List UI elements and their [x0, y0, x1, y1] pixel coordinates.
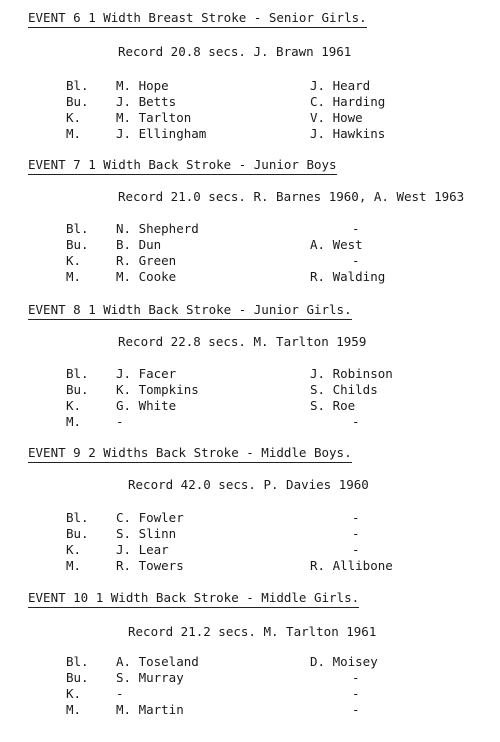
house-label: Bl. [66, 366, 89, 381]
entry-row [0, 94, 500, 110]
entry-row [0, 237, 500, 253]
event-heading: EVENT 7 1 Width Back Stroke - Junior Boys [28, 157, 337, 175]
event-record: Record 42.0 secs. P. Davies 1960 [128, 477, 369, 492]
entry-row [0, 221, 500, 237]
entry-row [0, 126, 500, 142]
house-label: M. [66, 558, 82, 573]
entry-name-2: - [352, 686, 360, 701]
house-label: K. [66, 542, 82, 557]
entry-name-1: M. Hope [116, 78, 169, 93]
house-label: K. [66, 398, 82, 413]
entry-row [0, 702, 500, 718]
event-heading: EVENT 9 2 Widths Back Stroke - Middle Boys. [28, 445, 352, 463]
entry-row [0, 382, 500, 398]
house-label: Bl. [66, 510, 89, 525]
entry-name-2: D. Moisey [310, 654, 378, 669]
entry-name-1: S. Slinn [116, 526, 177, 541]
entry-name-1: B. Dun [116, 237, 162, 252]
entry-row [0, 670, 500, 686]
event-record: Record 22.8 secs. M. Tarlton 1959 [118, 334, 367, 349]
entry-name-2: S. Roe [310, 398, 356, 413]
house-label: Bu. [66, 94, 89, 109]
house-label: M. [66, 126, 82, 141]
entry-name-2: - [352, 702, 360, 717]
entry-name-1: - [116, 686, 124, 701]
event-record: Record 21.2 secs. M. Tarlton 1961 [128, 624, 377, 639]
entry-name-1: M. Cooke [116, 269, 177, 284]
entry-name-2: R. Walding [310, 269, 386, 284]
entry-name-2: - [352, 253, 360, 268]
house-label: M. [66, 702, 82, 717]
entry-name-1: R. Towers [116, 558, 184, 573]
house-label: Bl. [66, 78, 89, 93]
entry-name-1: M. Martin [116, 702, 184, 717]
entry-name-2: - [352, 510, 360, 525]
house-label: Bu. [66, 237, 89, 252]
house-label: M. [66, 414, 82, 429]
entry-name-1: J. Ellingham [116, 126, 207, 141]
entry-row [0, 78, 500, 94]
entry-row [0, 110, 500, 126]
entry-name-1: A. Toseland [116, 654, 199, 669]
house-label: Bu. [66, 526, 89, 541]
entry-row [0, 414, 500, 430]
entry-name-1: J. Lear [116, 542, 169, 557]
house-label: M. [66, 269, 82, 284]
entry-row [0, 253, 500, 269]
entry-row [0, 542, 500, 558]
entry-name-1: J. Betts [116, 94, 177, 109]
entry-name-2: J. Heard [310, 78, 371, 93]
entry-name-2: - [352, 221, 360, 236]
entry-name-2: J. Robinson [310, 366, 393, 381]
house-label: Bl. [66, 221, 89, 236]
entry-name-2: R. Allibone [310, 558, 393, 573]
entry-name-2: - [352, 414, 360, 429]
house-label: Bu. [66, 670, 89, 685]
entry-name-1: G. White [116, 398, 177, 413]
entry-name-1: N. Shepherd [116, 221, 199, 236]
entry-name-2: A. West [310, 237, 363, 252]
entry-name-1: R. Green [116, 253, 177, 268]
entry-name-2: C. Harding [310, 94, 386, 109]
entry-name-2: - [352, 526, 360, 541]
entry-name-1: J. Facer [116, 366, 177, 381]
entry-name-1: S. Murray [116, 670, 184, 685]
entry-name-2: - [352, 670, 360, 685]
event-record: Record 20.8 secs. J. Brawn 1961 [118, 44, 352, 59]
entry-row [0, 510, 500, 526]
house-label: Bl. [66, 654, 89, 669]
house-label: Bu. [66, 382, 89, 397]
entry-name-2: S. Childs [310, 382, 378, 397]
entry-name-1: - [116, 414, 124, 429]
entry-name-1: M. Tarlton [116, 110, 192, 125]
event-heading: EVENT 8 1 Width Back Stroke - Junior Girls. [28, 302, 352, 320]
entry-row [0, 654, 500, 670]
event-heading: EVENT 6 1 Width Breast Stroke - Senior Girls. [28, 10, 367, 28]
entry-row [0, 269, 500, 285]
entry-name-2: - [352, 542, 360, 557]
house-label: K. [66, 686, 82, 701]
entry-row [0, 398, 500, 414]
entry-name-1: C. Fowler [116, 510, 184, 525]
entry-row [0, 366, 500, 382]
house-label: K. [66, 253, 82, 268]
event-heading: EVENT 10 1 Width Back Stroke - Middle Girls. [28, 590, 359, 608]
entry-row [0, 526, 500, 542]
event-record: Record 21.0 secs. R. Barnes 1960, A. West 1963 [118, 189, 465, 204]
entry-name-2: V. Howe [310, 110, 363, 125]
entry-row [0, 558, 500, 574]
entry-name-1: K. Tompkins [116, 382, 199, 397]
entry-name-2: J. Hawkins [310, 126, 386, 141]
house-label: K. [66, 110, 82, 125]
entry-row [0, 686, 500, 702]
